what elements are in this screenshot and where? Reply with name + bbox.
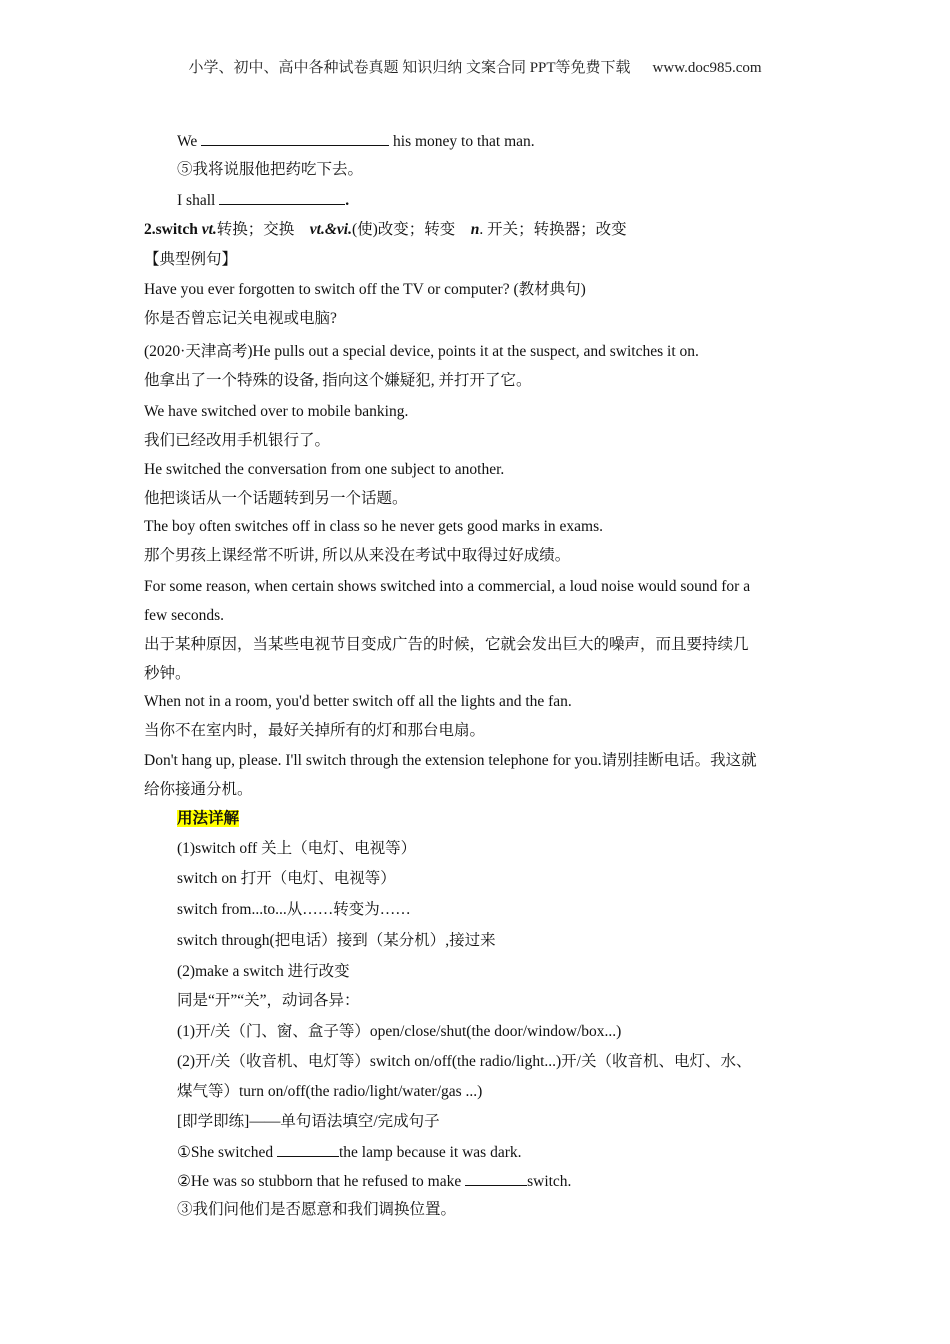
meaning: (使)改变；转变	[351, 221, 471, 238]
example-zh: 他把谈话从一个话题转到另一个话题。	[144, 490, 408, 507]
example-zh: 给你接通分机。	[144, 781, 253, 798]
meaning: 转换；交换	[216, 221, 310, 238]
practice-heading: [即学即练]——单句语法填空/完成句子	[177, 1113, 440, 1130]
example-en: (2020·天津高考)He pulls out a special device, points it at the suspect, and switches it on.	[144, 343, 699, 360]
example-zh: 他拿出了一个特殊的设备, 指向这个嫌疑犯, 并打开了它。	[144, 372, 532, 389]
usage-item: (2)make a switch 进行改变	[177, 963, 350, 980]
usage-item: (1)开/关（门、窗、盒子等）open/close/shut(the door/window/box...)	[177, 1023, 622, 1040]
usage-item: (2)开/关（收音机、电灯等）switch on/off(the radio/light...)开/关（收音机、电灯、水、	[177, 1053, 752, 1070]
example-zh: 我们已经改用手机银行了。	[144, 432, 331, 449]
answer-blank[interactable]	[465, 1171, 527, 1186]
text: .	[345, 192, 350, 209]
answer-blank[interactable]	[201, 131, 389, 146]
example-zh: 秒钟。	[144, 665, 191, 682]
pos-label: vt.	[201, 221, 217, 238]
text: ①She switched	[177, 1144, 277, 1161]
answer-blank[interactable]	[219, 190, 345, 205]
practice-question-1	[177, 1142, 522, 1163]
example-en: Have you ever forgotten to switch off the TV or computer? (教材典句)	[144, 281, 586, 298]
exercise-prompt-5: ⑤我将说服他把药吃下去。	[177, 161, 364, 178]
example-zh: 当你不在室内时，最好关掉所有的灯和那台电扇。	[144, 722, 486, 739]
example-zh: 出于某种原因，当某些电视节目变成广告的时候，它就会发出巨大的噪声，而且要持续几	[144, 636, 749, 653]
text: the lamp because it was dark.	[339, 1144, 522, 1161]
usage-item: (1)switch off 关上（电灯、电视等）	[177, 840, 417, 857]
exercise-line-5	[177, 190, 349, 211]
header-text: 小学、初中、高中各种试卷真题 知识归纳 文案合同 PPT等免费下载	[188, 60, 631, 76]
entry-heading-switch	[144, 220, 627, 240]
example-en: The boy often switches off in class so he never gets good marks in exams.	[144, 518, 604, 535]
example-en: He switched the conversation from one subject to another.	[144, 461, 505, 478]
example-en: few seconds.	[144, 607, 225, 624]
meaning: . 开关；转换器；改变	[479, 221, 627, 238]
exercise-line-1	[177, 131, 535, 152]
usage-note: 同是“开”“关”，动词各异：	[177, 992, 360, 1009]
pos-label: n	[470, 221, 480, 238]
text: his money to that man.	[389, 133, 535, 150]
practice-question-2	[177, 1171, 571, 1192]
example-en: We have switched over to mobile banking.	[144, 403, 409, 420]
practice-question-3: ③我们问他们是否愿意和我们调换位置。	[177, 1201, 457, 1218]
pos-label: vt.&vi.	[309, 221, 352, 238]
usage-item: switch from...to...从……转变为……	[177, 901, 411, 918]
text: I shall	[177, 192, 220, 209]
section-heading-examples: 【典型例句】	[144, 251, 238, 268]
page-header	[0, 56, 950, 77]
text: ②He was so stubborn that he refused to make	[177, 1173, 466, 1190]
example-en: Don't hang up, please. I'll switch through the extension telephone for you.请别挂断电话。我这就	[144, 752, 757, 769]
headword: 2.switch	[144, 221, 202, 238]
usage-heading	[177, 809, 239, 829]
example-en: When not in a room, you'd better switch off all the lights and the fan.	[144, 693, 572, 710]
answer-blank[interactable]	[277, 1142, 339, 1157]
example-zh: 那个男孩上课经常不听讲, 所以从来没在考试中取得过好成绩。	[144, 547, 571, 564]
usage-item: switch on 打开（电灯、电视等）	[177, 870, 396, 887]
usage-item: 煤气等）turn on/off(the radio/light/water/gas ...)	[177, 1083, 483, 1100]
header-url[interactable]: www.doc985.com	[652, 60, 762, 76]
text: We	[177, 133, 202, 150]
highlight-label: 用法详解	[177, 810, 240, 827]
example-en: For some reason, when certain shows switched into a commercial, a loud noise would sound for a	[144, 578, 751, 595]
example-zh: 你是否曾忘记关电视或电脑?	[144, 310, 337, 327]
usage-item: switch through(把电话）接到（某分机）,接过来	[177, 932, 496, 949]
text: switch.	[527, 1173, 572, 1190]
